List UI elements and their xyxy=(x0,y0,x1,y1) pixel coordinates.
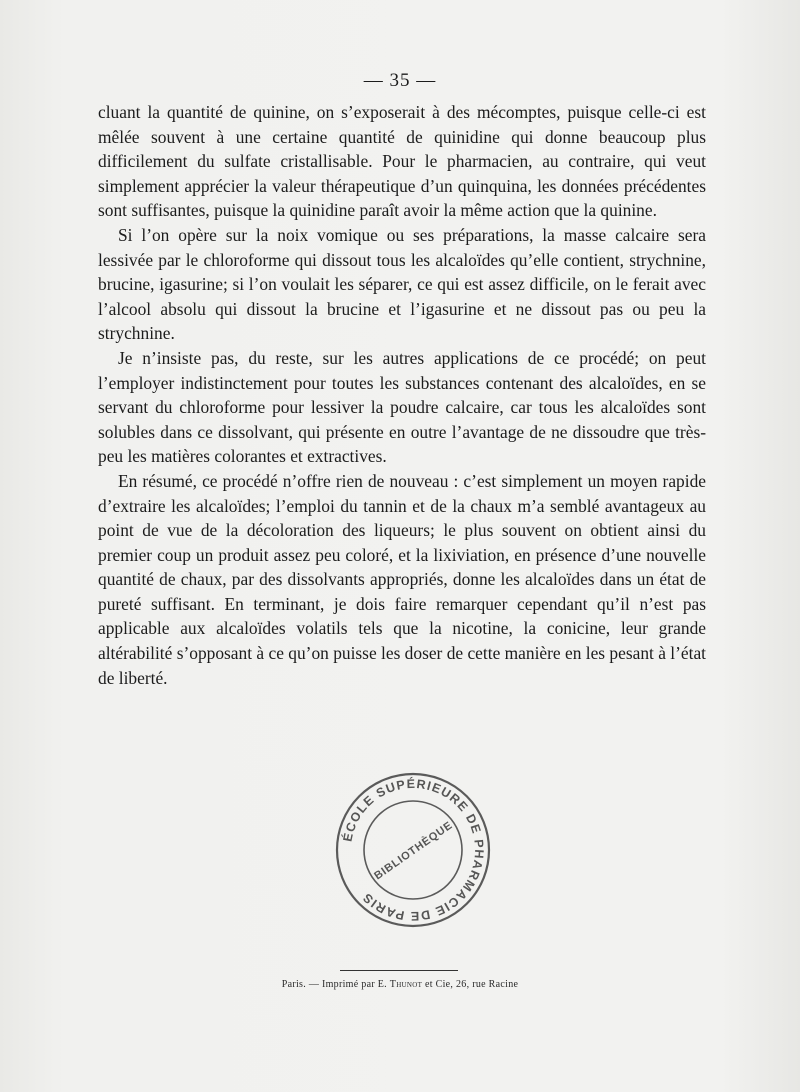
paragraph-1: cluant la quantité de quinine, on s’exposerait à des mécomptes, puisque celle-ci est mêlée souvent à une certaine quantité de quinidine qui donne beaucoup plus difficilement du sulfate cristallisable. Pour le pharmacien, au contraire, qui veut simplement apprécier la valeur thérapeutique d’un quinquina, les données précédentes sont suffisantes, puisque la quinidine paraît avoir la même action que la quinine. xyxy=(98,102,706,221)
stamp-inner-text: BIBLIOTHÈQUE xyxy=(372,819,455,883)
paragraph-2: Si l’on opère sur la noix vomique ou ses préparations, la masse calcaire sera lessivée par le chloroforme qui dissout tous les alcaloïdes qu’elle contient, strychnine, brucine, igasurine; si l’on voulait les séparer, ce qui est assez difficile, on le ferait avec l’alcool absolu qui dissout la brucine et l’igasurine et ne dissout pas ou peu la strychnine. xyxy=(98,224,706,344)
stamp-outer-text: ÉCOLE SUPÉRIEURE DE PHARMACIE DE PARIS xyxy=(340,776,487,924)
paragraph-3: Je n’insiste pas, du reste, sur les autres applications de ce procédé; on peut l’employer indistinctement pour toutes les substances contenant des alcaloïdes, en se servant du chloroforme pour lessiver la poudre calcaire, car tous les alcaloïdes sont solubles dans ce dissolvant, qui présente en outre l’avantage de ne dissoudre que très-peu les matières colorantes et extractives. xyxy=(98,347,706,467)
imprint-suffix: et Cie, 26, rue Racine xyxy=(425,979,519,990)
printer-imprint xyxy=(0,979,800,990)
page-number: — 35 — xyxy=(363,70,437,91)
footer-rule xyxy=(340,970,458,971)
body-text xyxy=(98,100,706,690)
library-stamp xyxy=(333,770,493,930)
paragraph-4: En résumé, ce procédé n’offre rien de nouveau : c’est simplement un moyen rapide d’extraire les alcaloïdes; l’emploi du tannin et de la chaux m’a semblé avantageux au point de vue de la décoloration des liqueurs; le plus souvent on obtient ainsi du premier coup un produit assez peu coloré, et la lixiviation, en présence d’une nouvelle quantité de chaux, par des dissolvants appropriés, donne les alcaloïdes dans un état de pureté suffisant. En terminant, je dois faire remarquer cependant qu’il n’est pas applicable aux alcaloïdes volatils tels que la nicotine, la conicine, leur grande altérabilité s’opposant à ce qu’on puisse les doser de cette manière en les pesant à l’état de liberté. xyxy=(98,470,706,688)
imprint-prefix: Paris. — Imprimé par E. xyxy=(281,979,387,990)
imprint-printer: Thunot xyxy=(389,979,423,990)
